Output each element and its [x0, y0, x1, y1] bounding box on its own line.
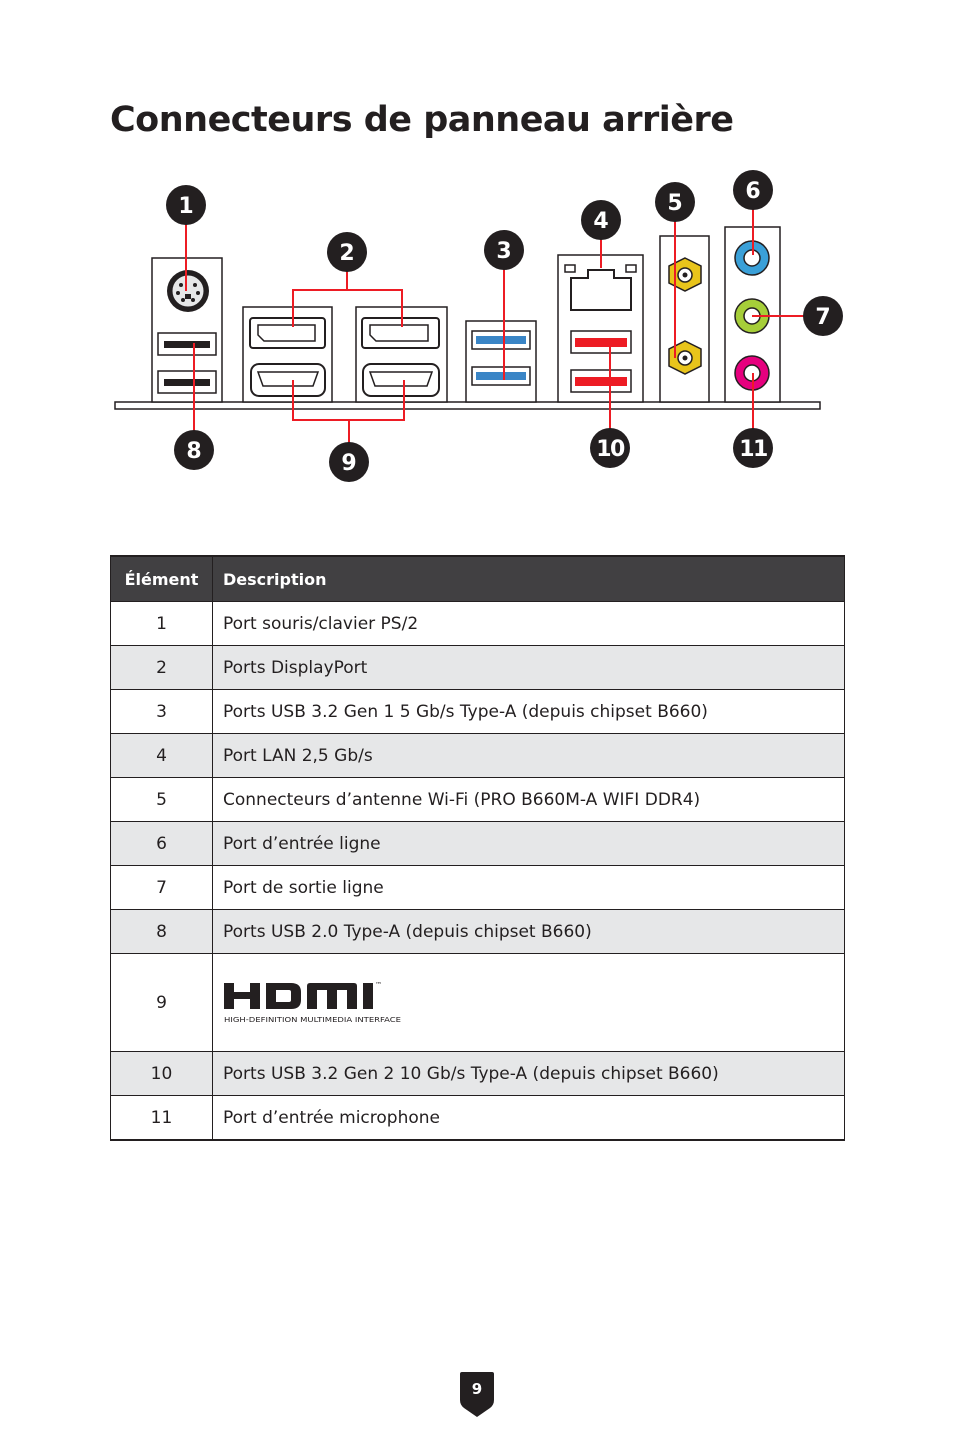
antenna-block: [660, 236, 709, 402]
table-row: [111, 1096, 845, 1141]
page-number: 9: [471, 1380, 483, 1398]
rear-panel-diagram: [0, 160, 954, 500]
row-description: Port d’entrée microphone: [213, 1096, 845, 1141]
svg-text:8: 8: [186, 439, 202, 464]
hdmi-tagline: HIGH-DEFINITION MULTIMEDIA INTERFACE: [224, 1015, 401, 1024]
svg-text:10: 10: [596, 437, 624, 462]
row-number: 11: [111, 1096, 213, 1141]
row-number: 1: [111, 602, 213, 646]
table-row: [111, 822, 845, 866]
callout-9: [329, 442, 369, 482]
callout-3: [484, 230, 524, 270]
callout-5: [655, 182, 695, 222]
row-number: 2: [111, 646, 213, 690]
svg-text:4: 4: [593, 209, 609, 234]
table-row: [111, 646, 845, 690]
svg-text:5: 5: [667, 191, 683, 216]
svg-text:2: 2: [339, 241, 355, 266]
lan-usb-gen2-block: [558, 255, 643, 402]
row-description: Ports USB 3.2 Gen 1 5 Gb/s Type-A (depuis chipset B660): [213, 690, 845, 734]
callout-11: [733, 428, 773, 468]
callout-10: [590, 428, 630, 468]
callout-8: [174, 430, 214, 470]
row-number: 3: [111, 690, 213, 734]
hdmi-logo: [223, 978, 423, 1028]
table-row: [111, 734, 845, 778]
row-description: Port LAN 2,5 Gb/s: [213, 734, 845, 778]
row-description: Port souris/clavier PS/2: [213, 602, 845, 646]
svg-text:7: 7: [815, 305, 831, 330]
svg-text:1: 1: [178, 194, 194, 219]
row-description: Connecteurs d’antenne Wi-Fi (PRO B660M-A WIFI DDR4): [213, 778, 845, 822]
row-description: Port de sortie ligne: [213, 866, 845, 910]
row-number: 8: [111, 910, 213, 954]
table-row: [111, 778, 845, 822]
row-number: 7: [111, 866, 213, 910]
table-row: [111, 910, 845, 954]
svg-text:11: 11: [739, 437, 767, 462]
row-description: Ports USB 3.2 Gen 2 10 Gb/s Type-A (depuis chipset B660): [213, 1052, 845, 1096]
callout-4: [581, 200, 621, 240]
panel-baseline: [115, 402, 820, 409]
row-description: Port d’entrée ligne: [213, 822, 845, 866]
row-number: 5: [111, 778, 213, 822]
svg-text:6: 6: [745, 179, 761, 204]
row-number: 9: [111, 954, 213, 1052]
table-row: [111, 954, 845, 1052]
row-number: 6: [111, 822, 213, 866]
row-description: [213, 954, 845, 1052]
row-description: Ports USB 2.0 Type-A (depuis chipset B660): [213, 910, 845, 954]
svg-text:3: 3: [496, 239, 512, 264]
hdmi-trademark: ™: [375, 980, 382, 989]
connector-table: [110, 555, 845, 1141]
svg-text:9: 9: [341, 451, 357, 476]
callout-1: [166, 185, 206, 225]
row-number: 4: [111, 734, 213, 778]
table-row: [111, 690, 845, 734]
table-row: [111, 1052, 845, 1096]
header-description: Description: [213, 556, 845, 602]
callout-7: [803, 296, 843, 336]
callout-2: [327, 232, 367, 272]
table-row: [111, 602, 845, 646]
row-number: 10: [111, 1052, 213, 1096]
video-block-left: [243, 307, 332, 402]
usb-gen1-block: [466, 321, 536, 402]
header-element: Élément: [111, 556, 213, 602]
table-row: [111, 866, 845, 910]
page-title: Connecteurs de panneau arrière: [110, 100, 734, 140]
table-header-row: [111, 556, 845, 602]
callout-6: [733, 170, 773, 210]
row-description: Ports DisplayPort: [213, 646, 845, 690]
